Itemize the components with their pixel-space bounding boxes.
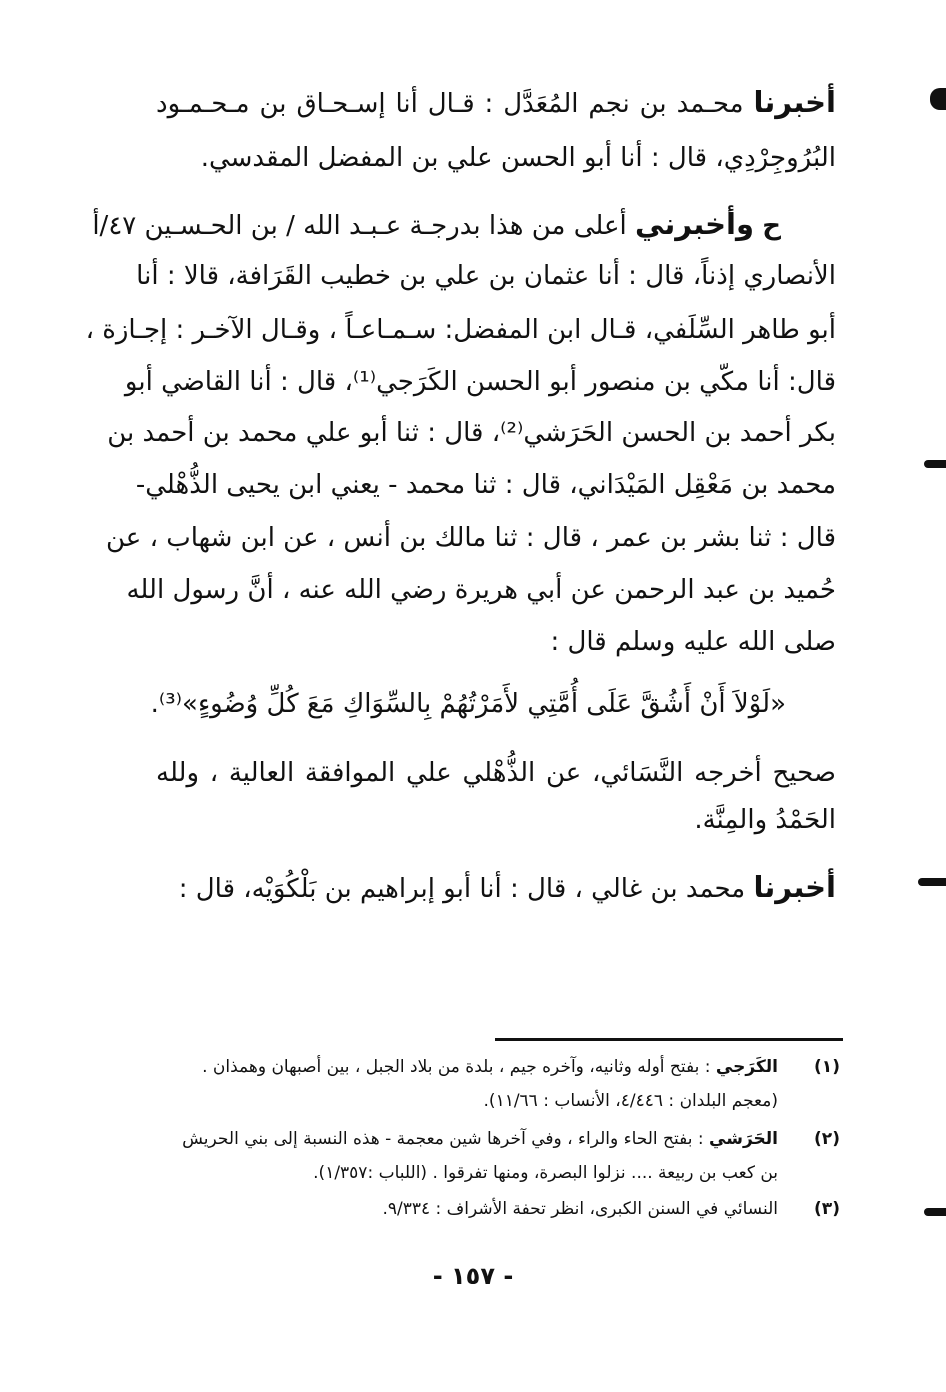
keyword-akhbarani: وأخبرني	[635, 207, 754, 241]
keyword-akhbarana: أخبرنا	[753, 85, 836, 119]
scan-edge-mark	[924, 460, 946, 468]
paragraph-2-line-5: بكر أحمد بن الحسن الحَرَشي⁽²⁾، قال : ثنا أبو علي محمد بن أحمد بن	[107, 418, 836, 448]
footnote-term: الكَرَجي	[715, 1057, 778, 1077]
paragraph-2-line-4: قال: أنا مكّي بن منصور أبو الحسن الكَرَجي⁽¹⁾، قال : أنا القاضي أبو	[124, 367, 836, 397]
footnote-line-1	[182, 1124, 778, 1154]
footnote-line-2: بن كعب بن ربيعة .... نزلوا البصرة، ومنها تفرقوا . (اللباب :١/٣٥٧).	[313, 1163, 778, 1183]
hadith-quote: «لَوْلاَ أَنْ أَشُقَّ عَلَى أُمَّتِي لأَمَرْتُهُمْ بِالسِّوَاكِ مَعَ كُلِّ وُضُوءٍ»⁽³⁾.	[150, 689, 786, 719]
paragraph-2-line-3: أبو طاهر السِّلَفي، قـال ابن المفضل: سـمـاعـاً ، وقـال الآخـر : إجـازة ،	[85, 315, 836, 345]
scan-edge-mark	[930, 88, 946, 110]
paragraph-1-line-1	[156, 82, 836, 124]
scan-edge-mark	[918, 878, 946, 886]
paragraph-2-line-9: صلى الله عليه وسلم قال :	[550, 627, 836, 657]
footnote-number: (٣)	[814, 1199, 840, 1219]
line-text: محمد بن غالي ، قال : أنا أبو إبراهيم بن بَلْكُوَيْه، قال :	[178, 874, 754, 904]
page-number: - ١٥٧ -	[432, 1262, 514, 1290]
footnote-number: (١)	[814, 1057, 840, 1077]
footnote-line-1: النسائي في السنن الكبرى، انظر تحفة الأشراف : ٩/٣٣٤.	[382, 1199, 778, 1219]
footnote-line-2: (معجم البلدان : ٤/٤٤٦، الأنساب : ١١/٦٦).	[483, 1091, 778, 1111]
paragraph-1-line-2: البُرُوجِرْدِي، قال : أنا أبو الحسن علي بن المفضل المقدسي.	[200, 143, 836, 173]
line-text: محـمد بن نجم المُعَدَّل : قـال أنا إسـحـاق بن مـحـمـود	[156, 89, 754, 119]
paragraph-2-line-2: الأنصاري إذناً، قال : أنا عثمان بن علي بن خطيب القَرَافة، قالا : أنا	[136, 261, 836, 291]
scan-edge-mark	[924, 1208, 946, 1216]
paragraph-4-line-1	[156, 867, 836, 909]
footnote-2	[116, 1124, 846, 1194]
paragraph-2-line-1	[92, 204, 781, 246]
footnote-3	[116, 1194, 846, 1230]
footnote-term: الحَرَشي	[709, 1129, 778, 1149]
footnote-1	[116, 1052, 846, 1122]
tahwil-marker: ح	[762, 211, 781, 241]
paragraph-3-line-2: الحَمْدُ والمِنَّة.	[694, 805, 836, 835]
footnote-separator	[495, 1038, 843, 1041]
footnote-line-1	[202, 1052, 778, 1082]
line-text: أعلى من هذا بدرجـة عـبـد الله / بن الحـسـين ٤٧/أ	[92, 211, 635, 241]
footnote-number: (٢)	[814, 1129, 840, 1149]
paragraph-2-line-6: محمد بن مَعْقِل المَيْدَاني، قال : ثنا محمد - يعني ابن يحيى الذُّهْلي-	[135, 470, 836, 500]
footnote-text: : بفتح أوله وثانيه، وآخره جيم ، بلدة من بلاد الجبل ، بين أصبهان وهمذان .	[202, 1057, 716, 1077]
paragraph-3-line-1: صحيح أخرجه النَّسَائي، عن الذُّهْلي علي الموافقة العالية ، ولله	[156, 758, 836, 788]
paragraph-2-line-7: قال : ثنا بشر بن عمر ، قال : ثنا مالك بن أنس ، عن ابن شهاب ، عن	[106, 523, 836, 553]
footnote-text: : بفتح الحاء والراء ، وفي آخرها شين معجمة - هذه النسبة إلى بني الحريش	[182, 1129, 710, 1149]
paragraph-2-line-8: حُميد بن عبد الرحمن عن أبي هريرة رضي الله عنه ، أنَّ رسول الله	[126, 575, 836, 605]
keyword-akhbarana: أخبرنا	[753, 870, 836, 904]
